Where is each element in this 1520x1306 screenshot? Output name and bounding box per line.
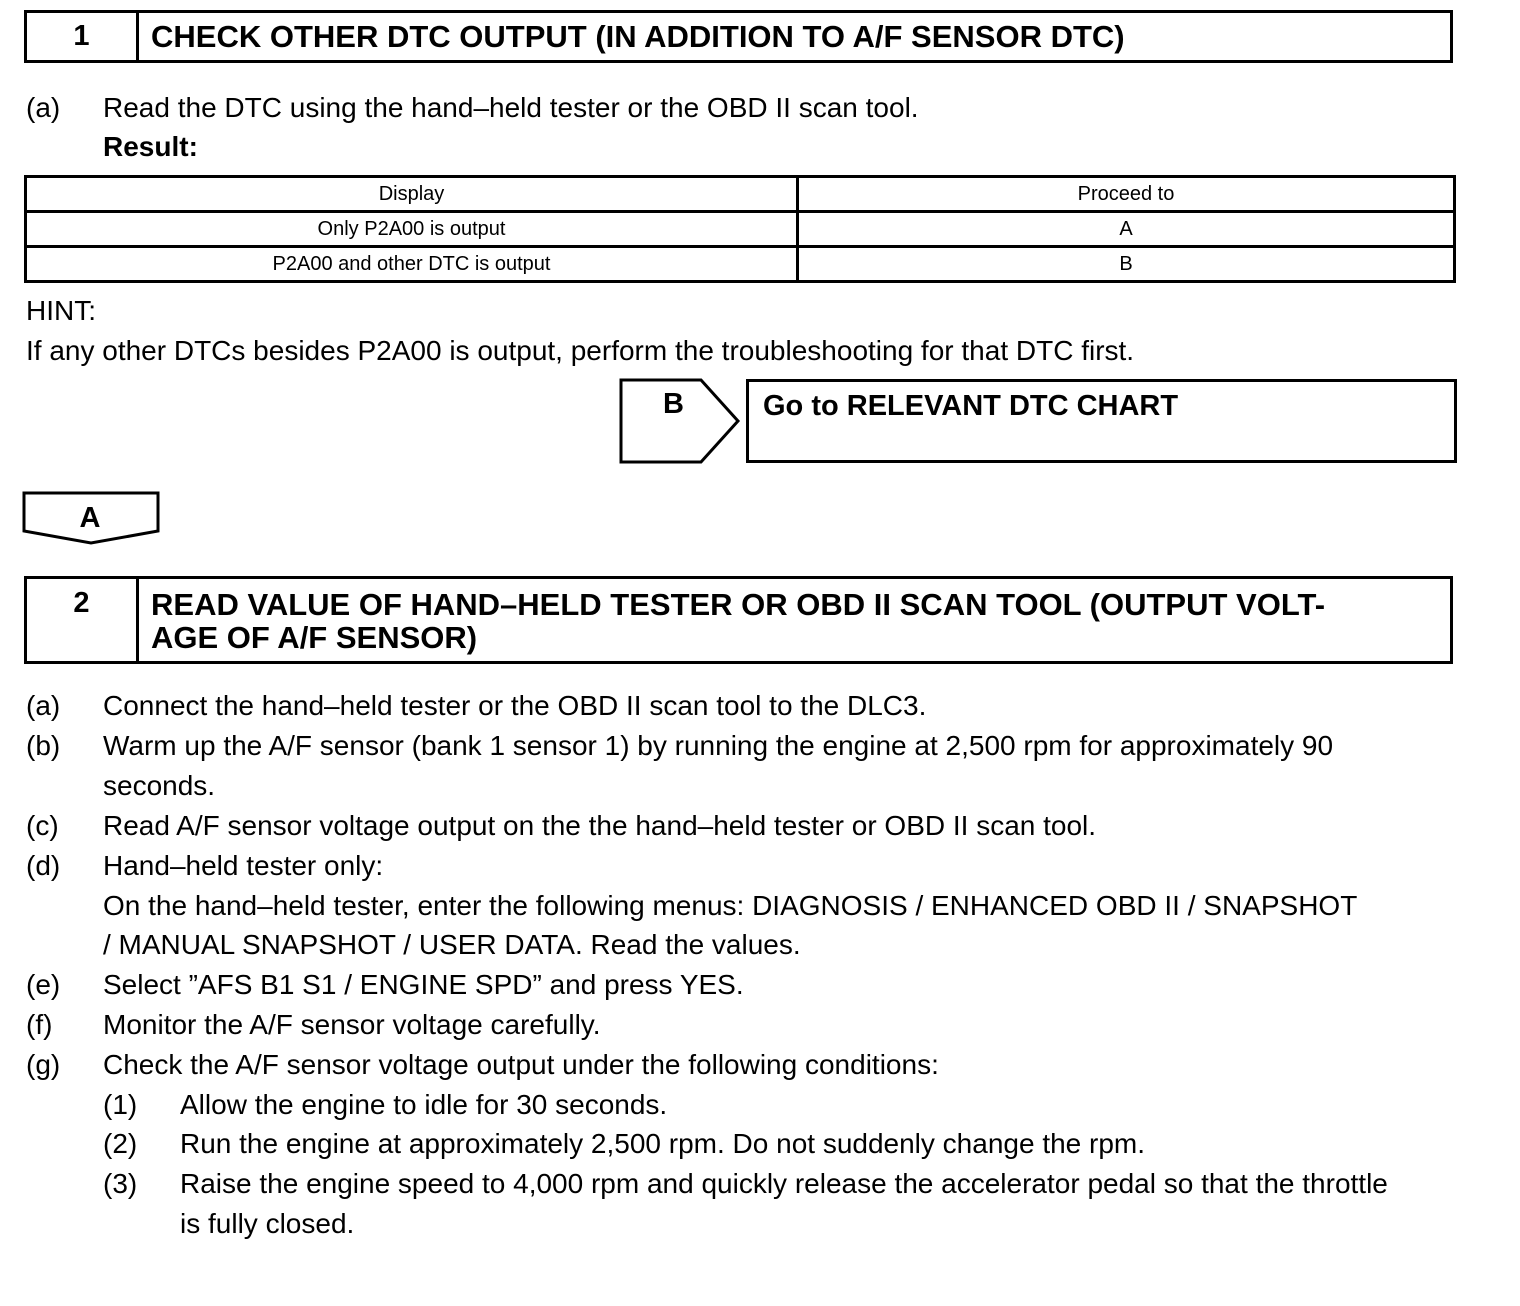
sub-item-text: Allow the engine to idle for 30 seconds.	[180, 1089, 668, 1120]
table-cell: B	[798, 247, 1455, 282]
list-item-label: (f)	[26, 1009, 53, 1040]
table-cell: P2A00 and other DTC is output	[26, 247, 798, 282]
table-cell: Only P2A00 is output	[26, 212, 798, 247]
step-2-title-line-2: AGE OF A/F SENSOR)	[151, 620, 478, 655]
sub-item-label: (2)	[103, 1128, 138, 1159]
list-item-label: (g)	[26, 1049, 61, 1080]
step-2-header	[24, 576, 1453, 664]
step-2-title	[139, 579, 1450, 661]
branch-a-label: A	[79, 502, 101, 534]
branch-b-label: B	[663, 388, 684, 420]
branch-b-action: Go to RELEVANT DTC CHART	[746, 379, 1457, 463]
list-item-text: Connect the hand–held tester or the OBD II scan tool to the DLC3.	[103, 690, 927, 721]
table-header-proceed: Proceed to	[798, 177, 1455, 212]
list-item-label: (c)	[26, 810, 59, 841]
result-heading: Result:	[103, 131, 198, 162]
table-header-row	[26, 177, 1455, 212]
list-item-text: Hand–held tester only:	[103, 850, 384, 881]
table-row	[26, 247, 1455, 282]
list-item-text: Warm up the A/F sensor (bank 1 sensor 1) by running the engine at 2,500 rpm for approximately 90	[103, 730, 1334, 761]
list-item-text: / MANUAL SNAPSHOT / USER DATA. Read the values.	[103, 929, 801, 960]
step-1-header	[24, 10, 1453, 63]
list-item-label: (a)	[26, 690, 61, 721]
list-item-label: (d)	[26, 850, 61, 881]
table-row	[26, 212, 1455, 247]
sub-item-text: is fully closed.	[180, 1208, 355, 1239]
sub-item-text: Run the engine at approximately 2,500 rpm. Do not suddenly change the rpm.	[180, 1128, 1146, 1159]
table-header-display: Display	[26, 177, 798, 212]
sub-item-label: (3)	[103, 1168, 138, 1199]
hint-label: HINT:	[26, 295, 96, 326]
step-2-number: 2	[27, 579, 139, 661]
sub-item-text: Raise the engine speed to 4,000 rpm and quickly release the accelerator pedal so that the throttle	[180, 1168, 1388, 1199]
step-2-title-line-1: READ VALUE OF HAND–HELD TESTER OR OBD II SCAN TOOL (OUTPUT VOLT-	[151, 587, 1326, 622]
step-1-title: CHECK OTHER DTC OUTPUT (IN ADDITION TO A/F SENSOR DTC)	[151, 19, 1125, 54]
step-1-item-label: (a)	[26, 92, 61, 123]
step-1-number: 1	[27, 13, 139, 60]
list-item-label: (b)	[26, 730, 61, 761]
list-item-text: Select ”AFS B1 S1 / ENGINE SPD” and press YES.	[103, 969, 744, 1000]
list-item-text: seconds.	[103, 770, 216, 801]
hint-text: If any other DTCs besides P2A00 is output, perform the troubleshooting for that DTC first.	[26, 335, 1135, 366]
sub-item-label: (1)	[103, 1089, 138, 1120]
list-item-text: Read A/F sensor voltage output on the the hand–held tester or OBD II scan tool.	[103, 810, 1097, 841]
list-item-label: (e)	[26, 969, 61, 1000]
list-item-text: On the hand–held tester, enter the following menus: DIAGNOSIS / ENHANCED OBD II / SNAPSHOT	[103, 890, 1358, 921]
table-cell: A	[798, 212, 1455, 247]
result-table	[24, 175, 1456, 283]
step-1-item-text: Read the DTC using the hand–held tester or the OBD II scan tool.	[103, 92, 919, 123]
list-item-text: Check the A/F sensor voltage output under the following conditions:	[103, 1049, 939, 1080]
list-item-text: Monitor the A/F sensor voltage carefully.	[103, 1009, 601, 1040]
